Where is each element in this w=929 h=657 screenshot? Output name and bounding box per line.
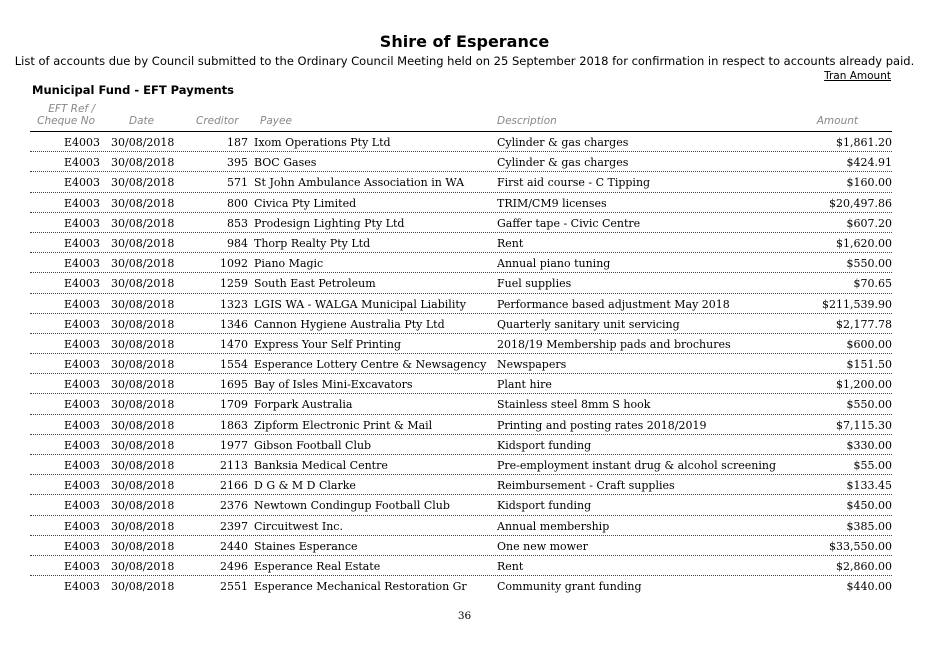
table-header bbox=[0, 101, 929, 131]
cell-description: Performance based adjustment May 2018 bbox=[497, 297, 730, 311]
cell-description: Newspapers bbox=[497, 358, 567, 372]
cell-creditor: 1863 bbox=[220, 418, 248, 432]
table-row bbox=[30, 213, 892, 233]
column-header-date: Date bbox=[129, 115, 155, 127]
cell-amount: $424.91 bbox=[846, 156, 892, 170]
cell-date: 30/08/2018 bbox=[111, 358, 175, 372]
table-row bbox=[30, 415, 892, 435]
cell-description: Printing and posting rates 2018/2019 bbox=[497, 418, 707, 432]
table-row bbox=[30, 294, 892, 314]
table-row bbox=[30, 455, 892, 475]
cell-amount: $7,115.30 bbox=[836, 418, 892, 432]
cell-date: 30/08/2018 bbox=[111, 196, 175, 210]
table-row bbox=[30, 354, 892, 374]
section-heading: Municipal Fund - EFT Payments bbox=[32, 83, 235, 97]
cell-payee: Ixom Operations Pty Ltd bbox=[254, 136, 391, 149]
cell-payee: Newtown Condingup Football Club bbox=[254, 499, 450, 513]
cell-payee: Esperance Real Estate bbox=[254, 559, 381, 573]
cell-creditor: 395 bbox=[227, 156, 248, 170]
cell-date: 30/08/2018 bbox=[111, 317, 175, 331]
cell-creditor: 2113 bbox=[220, 459, 248, 472]
cell-payee: Thorp Realty Pty Ltd bbox=[254, 236, 371, 250]
table-row bbox=[30, 495, 892, 515]
cell-eft-ref: E4003 bbox=[64, 236, 101, 250]
cell-eft-ref: E4003 bbox=[64, 358, 101, 372]
cell-eft-ref: E4003 bbox=[64, 136, 101, 149]
cell-creditor: 2376 bbox=[220, 499, 248, 513]
cell-date: 30/08/2018 bbox=[111, 438, 175, 452]
table-row bbox=[30, 334, 892, 354]
cell-eft-ref: E4003 bbox=[64, 277, 101, 291]
cell-creditor: 571 bbox=[227, 176, 248, 190]
cell-description: Reimbursement - Craft supplies bbox=[497, 479, 675, 493]
cell-creditor: 2551 bbox=[220, 580, 248, 594]
cell-payee: Circuitwest Inc. bbox=[254, 519, 343, 533]
cell-payee: South East Petroleum bbox=[254, 277, 376, 291]
cell-description: Stainless steel 8mm S hook bbox=[497, 398, 651, 412]
cell-payee: Forpark Australia bbox=[254, 398, 353, 412]
cell-date: 30/08/2018 bbox=[111, 499, 175, 513]
cell-eft-ref: E4003 bbox=[64, 519, 101, 533]
cell-eft-ref: E4003 bbox=[64, 378, 101, 392]
cell-creditor: 1259 bbox=[220, 277, 248, 291]
cell-amount: $2,177.78 bbox=[836, 317, 892, 331]
cell-date: 30/08/2018 bbox=[111, 277, 175, 291]
cell-payee: Gibson Football Club bbox=[254, 438, 372, 452]
cell-amount: $33,550.00 bbox=[829, 539, 892, 553]
cell-description: Community grant funding bbox=[497, 580, 642, 594]
cell-description: Pre-employment instant drug & alcohol screening bbox=[497, 459, 776, 472]
cell-amount: $330.00 bbox=[846, 438, 892, 452]
cell-amount: $2,860.00 bbox=[836, 559, 892, 573]
table-row bbox=[30, 193, 892, 213]
cell-creditor: 984 bbox=[227, 236, 248, 250]
payments-table bbox=[0, 132, 929, 595]
cell-payee: Staines Esperance bbox=[254, 539, 358, 553]
cell-date: 30/08/2018 bbox=[111, 216, 175, 230]
document-title: Shire of Esperance bbox=[379, 32, 550, 51]
cell-creditor: 1709 bbox=[220, 398, 248, 412]
page-number: 36 bbox=[457, 610, 472, 622]
column-header-creditor: Creditor bbox=[196, 115, 239, 127]
cell-amount: $450.00 bbox=[846, 499, 892, 513]
cell-amount: $550.00 bbox=[846, 257, 892, 271]
cell-date: 30/08/2018 bbox=[111, 378, 175, 392]
cell-eft-ref: E4003 bbox=[64, 398, 101, 412]
cell-payee: LGIS WA - WALGA Municipal Liability bbox=[254, 297, 466, 311]
table-row bbox=[30, 374, 892, 394]
cell-description: Cylinder & gas charges bbox=[497, 136, 629, 149]
cell-eft-ref: E4003 bbox=[64, 176, 101, 190]
cell-amount: $440.00 bbox=[846, 580, 892, 594]
cell-payee: Express Your Self Printing bbox=[254, 337, 402, 351]
cell-creditor: 1554 bbox=[220, 358, 248, 372]
cell-eft-ref: E4003 bbox=[64, 257, 101, 271]
table-row bbox=[30, 172, 892, 192]
column-header-description: Description bbox=[497, 115, 557, 127]
cell-date: 30/08/2018 bbox=[111, 297, 175, 311]
cell-creditor: 1977 bbox=[220, 438, 248, 452]
cell-date: 30/08/2018 bbox=[111, 236, 175, 250]
cell-payee: D G & M D Clarke bbox=[254, 479, 356, 493]
cell-payee: Civica Pty Limited bbox=[254, 196, 357, 210]
table-row bbox=[30, 394, 892, 414]
cell-payee: Zipform Electronic Print & Mail bbox=[254, 418, 433, 432]
cell-description: Plant hire bbox=[497, 378, 552, 392]
cell-eft-ref: E4003 bbox=[64, 156, 101, 170]
table-row bbox=[30, 314, 892, 334]
table-row bbox=[30, 576, 892, 595]
cell-payee: Banksia Medical Centre bbox=[254, 459, 388, 472]
cell-eft-ref: E4003 bbox=[64, 297, 101, 311]
cell-amount: $133.45 bbox=[846, 479, 892, 493]
cell-eft-ref: E4003 bbox=[64, 418, 101, 432]
cell-creditor: 1470 bbox=[220, 337, 248, 351]
cell-amount: $385.00 bbox=[846, 519, 892, 533]
cell-creditor: 2166 bbox=[220, 479, 248, 493]
cell-description: Quarterly sanitary unit servicing bbox=[497, 317, 680, 331]
table-row bbox=[30, 516, 892, 536]
cell-description: First aid course - C Tipping bbox=[497, 176, 651, 190]
column-header-payee: Payee bbox=[260, 115, 292, 127]
table-row bbox=[30, 233, 892, 253]
cell-date: 30/08/2018 bbox=[111, 398, 175, 412]
cell-creditor: 187 bbox=[227, 136, 248, 149]
cell-amount: $20,497.86 bbox=[829, 196, 892, 210]
cell-eft-ref: E4003 bbox=[64, 216, 101, 230]
cell-date: 30/08/2018 bbox=[111, 136, 175, 149]
cell-payee: Esperance Lottery Centre & Newsagency bbox=[254, 358, 487, 372]
cell-creditor: 2496 bbox=[220, 559, 248, 573]
cell-date: 30/08/2018 bbox=[111, 459, 175, 472]
table-row bbox=[30, 273, 892, 293]
cell-date: 30/08/2018 bbox=[111, 176, 175, 190]
cell-eft-ref: E4003 bbox=[64, 499, 101, 513]
table-row bbox=[30, 132, 892, 152]
cell-eft-ref: E4003 bbox=[64, 580, 101, 594]
cell-date: 30/08/2018 bbox=[111, 519, 175, 533]
column-header-eft-ref bbox=[35, 103, 95, 127]
table-row bbox=[30, 152, 892, 172]
cell-payee: Cannon Hygiene Australia Pty Ltd bbox=[254, 317, 445, 331]
cell-amount: $211,539.90 bbox=[822, 297, 892, 311]
table-row bbox=[30, 253, 892, 273]
cell-amount: $70.65 bbox=[853, 277, 892, 291]
cell-amount: $607.20 bbox=[846, 216, 892, 230]
cell-creditor: 800 bbox=[227, 196, 248, 210]
eft-ref-label-line2: Cheque No bbox=[37, 115, 95, 127]
table-row bbox=[30, 475, 892, 495]
cell-payee: Bay of Isles Mini-Excavators bbox=[254, 378, 413, 392]
cell-eft-ref: E4003 bbox=[64, 438, 101, 452]
cell-date: 30/08/2018 bbox=[111, 257, 175, 271]
cell-description: Gaffer tape - Civic Centre bbox=[497, 216, 641, 230]
column-header-amount: Amount bbox=[816, 115, 858, 127]
cell-creditor: 1323 bbox=[220, 297, 248, 311]
cell-payee: Piano Magic bbox=[254, 257, 324, 271]
cell-description: TRIM/CM9 licenses bbox=[497, 196, 607, 210]
cell-payee: St John Ambulance Association in WA bbox=[254, 176, 465, 190]
cell-date: 30/08/2018 bbox=[111, 539, 175, 553]
cell-amount: $1,620.00 bbox=[836, 236, 892, 250]
cell-creditor: 2397 bbox=[220, 519, 248, 533]
cell-eft-ref: E4003 bbox=[64, 337, 101, 351]
cell-date: 30/08/2018 bbox=[111, 156, 175, 170]
cell-eft-ref: E4003 bbox=[64, 479, 101, 493]
cell-amount: $600.00 bbox=[846, 337, 892, 351]
cell-description: Annual membership bbox=[497, 519, 610, 533]
cell-date: 30/08/2018 bbox=[111, 580, 175, 594]
cell-description: Rent bbox=[497, 559, 524, 573]
cell-date: 30/08/2018 bbox=[111, 479, 175, 493]
cell-eft-ref: E4003 bbox=[64, 196, 101, 210]
cell-description: Annual piano tuning bbox=[497, 257, 611, 271]
cell-amount: $1,200.00 bbox=[836, 378, 892, 392]
cell-date: 30/08/2018 bbox=[111, 559, 175, 573]
table-row bbox=[30, 536, 892, 556]
cell-amount: $160.00 bbox=[846, 176, 892, 190]
cell-description: Cylinder & gas charges bbox=[497, 156, 629, 170]
cell-payee: Prodesign Lighting Pty Ltd bbox=[254, 216, 405, 230]
cell-description: Rent bbox=[497, 236, 524, 250]
cell-eft-ref: E4003 bbox=[64, 459, 101, 472]
cell-creditor: 853 bbox=[227, 216, 248, 230]
document-subtitle: List of accounts due by Council submitted to the Ordinary Council Meeting held on 25 September 2018 for confirmation in respect to accounts already paid. bbox=[14, 54, 915, 68]
cell-creditor: 1346 bbox=[220, 317, 248, 331]
eft-ref-label-line1: EFT Ref / bbox=[48, 103, 95, 115]
tran-amount-label: Tran Amount bbox=[824, 70, 891, 82]
cell-amount: $151.50 bbox=[846, 358, 892, 372]
cell-description: Fuel supplies bbox=[497, 277, 572, 291]
cell-payee: Esperance Mechanical Restoration Gr bbox=[254, 580, 467, 594]
table-row bbox=[30, 435, 892, 455]
cell-description: Kidsport funding bbox=[497, 438, 592, 452]
cell-eft-ref: E4003 bbox=[64, 317, 101, 331]
cell-description: One new mower bbox=[497, 539, 588, 553]
cell-eft-ref: E4003 bbox=[64, 559, 101, 573]
cell-creditor: 2440 bbox=[220, 539, 248, 553]
cell-date: 30/08/2018 bbox=[111, 418, 175, 432]
cell-creditor: 1695 bbox=[220, 378, 248, 392]
cell-date: 30/08/2018 bbox=[111, 337, 175, 351]
cell-amount: $550.00 bbox=[846, 398, 892, 412]
cell-amount: $55.00 bbox=[853, 459, 892, 472]
cell-description: Kidsport funding bbox=[497, 499, 592, 513]
cell-amount: $1,861.20 bbox=[836, 136, 892, 149]
table-row bbox=[30, 556, 892, 576]
cell-payee: BOC Gases bbox=[254, 156, 317, 170]
cell-creditor: 1092 bbox=[220, 257, 248, 271]
cell-description: 2018/19 Membership pads and brochures bbox=[497, 337, 731, 351]
cell-eft-ref: E4003 bbox=[64, 539, 101, 553]
